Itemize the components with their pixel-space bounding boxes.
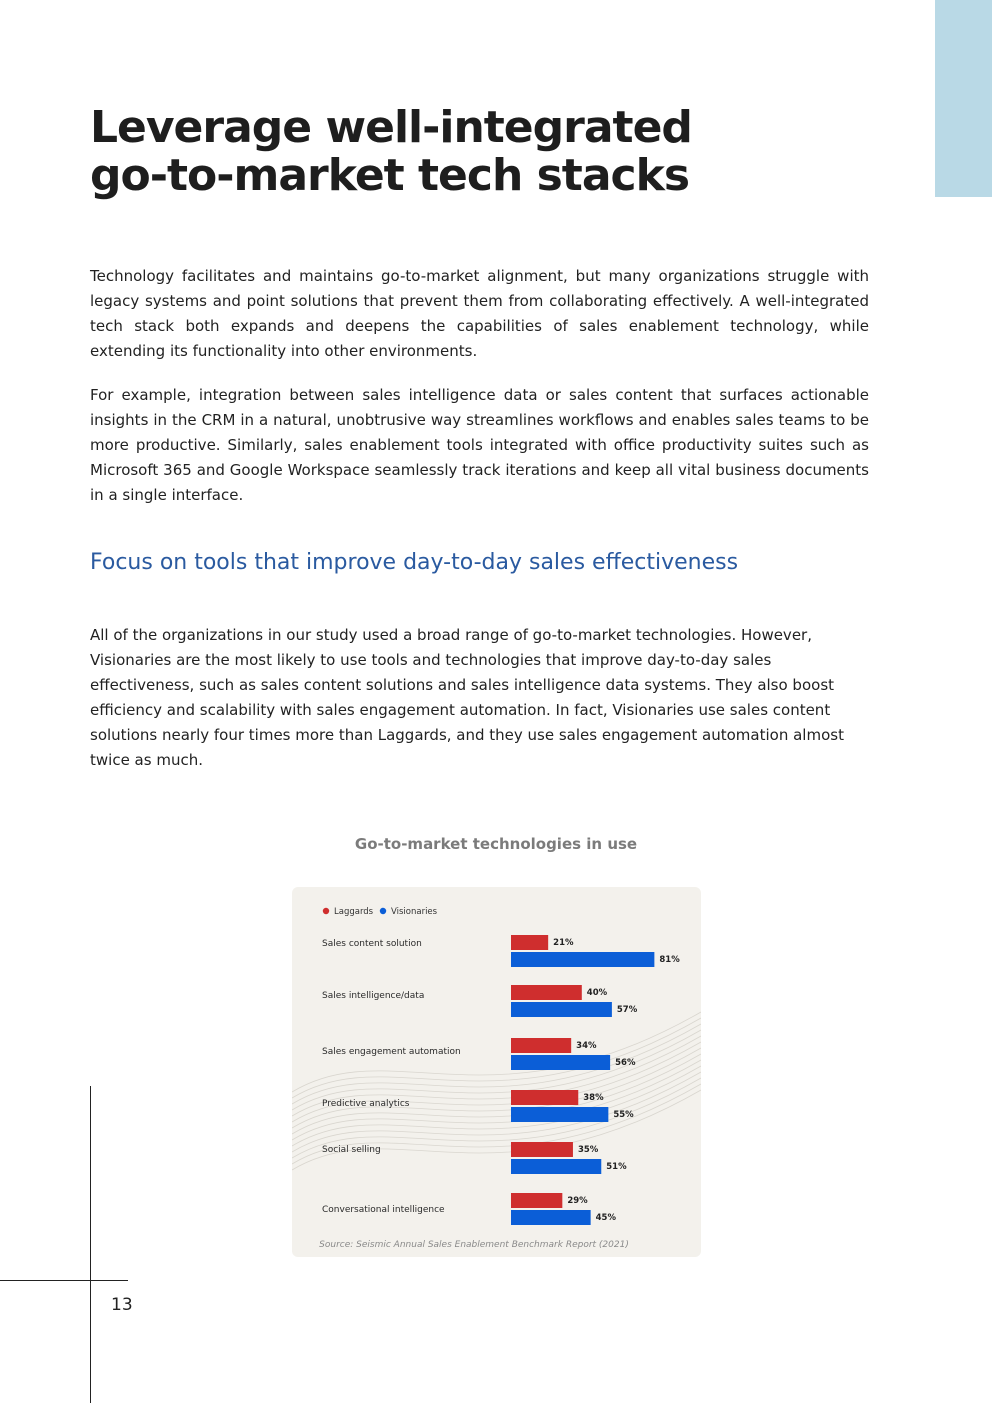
bar-value-label: 57%	[616, 1005, 638, 1015]
section-subheading: Focus on tools that improve day-to-day sales effectiveness	[90, 550, 739, 575]
bar-value-label: 81%	[659, 955, 680, 965]
bar-visionaries	[511, 952, 654, 967]
bar-visionaries	[511, 1107, 608, 1122]
bar-value-label: 21%	[553, 938, 574, 948]
legend-label-visionaries: Visionaries	[391, 907, 438, 917]
bar-laggards	[511, 1090, 578, 1105]
wave-line	[292, 1018, 701, 1098]
bar-value-label: 56%	[615, 1058, 636, 1068]
bar-laggards	[511, 1142, 573, 1157]
wave-line	[292, 1054, 701, 1134]
chart-bars	[322, 935, 680, 1225]
wave-line	[292, 1024, 701, 1104]
category-label: Sales content solution	[322, 939, 422, 949]
bar-value-label: 35%	[577, 1145, 599, 1155]
page-title	[90, 104, 870, 200]
intro-paragraph: Technology facilitates and maintains go-to-market alignment, but many organizations struggle with legacy systems and point solutions that prevent them from collaborating effectively. A well-integrated tech stack both expands and deepens the capabilities of sales enablement technology, while extending its functionality into other environments.	[90, 267, 869, 360]
bar-value-label: 55%	[613, 1110, 634, 1120]
bar-laggards	[511, 935, 548, 950]
category-label: Sales engagement automation	[322, 1047, 461, 1057]
legend-swatch-laggards	[323, 908, 329, 914]
bar-value-label: 45%	[595, 1213, 617, 1223]
bar-value-label: 38%	[583, 1093, 604, 1103]
bar-laggards	[511, 1038, 571, 1053]
category-label: Sales intelligence/data	[322, 991, 425, 1001]
corner-accent-block	[935, 0, 992, 197]
bar-visionaries	[511, 1055, 610, 1070]
wave-line	[292, 1030, 701, 1110]
bar-visionaries	[511, 1002, 612, 1017]
page-title-line-1: Leverage well-integrated	[90, 102, 692, 153]
legend-swatch-visionaries	[380, 908, 386, 914]
study-paragraph: All of the organizations in our study used a broad range of go-to-market technologies. However, Visionaries are the most likely to use tools and technologies that improve day-to-day sales effectiveness, such as sales content solutions and sales intelligence data systems. They also boost efficiency and scalability with sales engagement automation. In fact, Visionaries use sales content solutions nearly four times more than Laggards, and they use sales engagement automation almost twice as much.	[90, 626, 844, 769]
category-label: Social selling	[322, 1145, 381, 1155]
bar-value-label: 29%	[567, 1196, 588, 1206]
bar-visionaries	[511, 1159, 601, 1174]
category-label: Predictive analytics	[322, 1099, 410, 1109]
page-rule-vertical	[90, 1086, 91, 1403]
page-rule-horizontal	[0, 1280, 128, 1281]
category-label: Conversational intelligence	[322, 1205, 445, 1215]
chart-source-note: Source: Seismic Annual Sales Enablement Benchmark Report (2021)	[319, 1240, 629, 1250]
page-title-line-2: go-to-market tech stacks	[90, 150, 690, 201]
bar-value-label: 51%	[606, 1162, 627, 1172]
bar-value-label: 34%	[576, 1041, 597, 1051]
wave-line	[292, 1048, 701, 1128]
bar-chart	[292, 887, 701, 1257]
legend-label-laggards: Laggards	[334, 907, 374, 917]
chart-legend	[323, 907, 438, 917]
example-paragraph: For example, integration between sales intelligence data or sales content that surfaces actionable insights in the CRM in a natural, unobtrusive way streamlines workflows and enables sales teams to be more productive. Similarly, sales enablement tools integrated with office productivity suites such as Microsoft 365 and Google Workspace seamlessly track iterations and keep all vital business documents in a single interface.	[90, 386, 869, 504]
chart-heading: Go-to-market technologies in use	[354, 835, 638, 853]
bar-visionaries	[511, 1210, 591, 1225]
chart-card	[292, 887, 701, 1257]
bar-laggards	[511, 985, 582, 1000]
bar-laggards	[511, 1193, 562, 1208]
bar-value-label: 40%	[586, 988, 608, 998]
page-number: 13	[111, 1295, 133, 1315]
